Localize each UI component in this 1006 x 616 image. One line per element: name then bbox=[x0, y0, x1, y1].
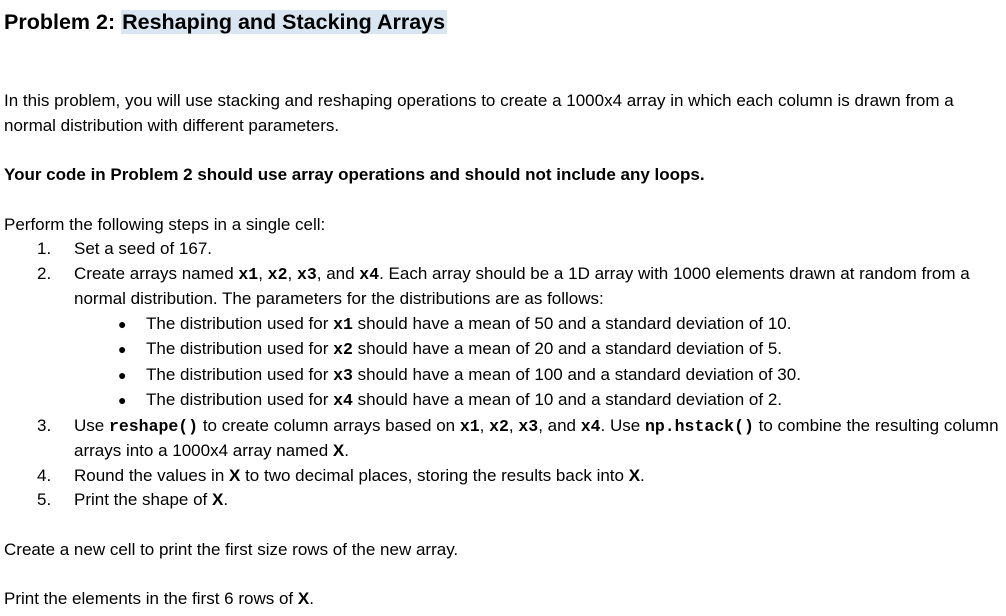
instruction-text: Print the elements in the first 6 rows of bbox=[4, 589, 298, 608]
bullet-text: should have a mean of 20 and a standard deviation of 5. bbox=[352, 339, 783, 358]
step-text: , bbox=[258, 263, 268, 283]
var-x1: x1 bbox=[238, 264, 259, 284]
bullet-text: The distribution used for bbox=[146, 390, 334, 409]
steps-lead: Perform the following steps in a single cell: bbox=[4, 214, 326, 234]
no-loops-rule: Your code in Problem 2 should use array operations and should not include any loops. bbox=[4, 165, 705, 184]
step-text: to combine the resulting column arrays into a 1000x4 array named bbox=[74, 415, 999, 460]
code-hstack: np.hstack() bbox=[644, 416, 754, 436]
var-x3: x3 bbox=[518, 416, 539, 436]
bullet-dot-icon: ● bbox=[118, 315, 127, 332]
steps-list bbox=[4, 237, 999, 513]
step-1 bbox=[4, 237, 999, 262]
step-text: to two decimal places, storing the results back into bbox=[240, 465, 629, 485]
bullet-text: should have a mean of 50 and a standard deviation of 10. bbox=[352, 313, 792, 333]
step-3 bbox=[4, 414, 999, 464]
print-rows-instruction bbox=[4, 587, 999, 612]
step-5 bbox=[4, 488, 999, 513]
var-x2: x2 bbox=[333, 340, 353, 359]
bullet-dot-icon: ● bbox=[118, 392, 127, 408]
bullet-item bbox=[74, 388, 999, 414]
step-text: . Each array should be a 1D array with 1000 elements drawn at random from a normal distribution. The parameters for the distributions are as follows: bbox=[74, 263, 970, 308]
step-text: . bbox=[640, 465, 645, 485]
step-text: Use bbox=[74, 415, 109, 435]
var-x3: x3 bbox=[296, 264, 317, 284]
bullet-text: The distribution used for bbox=[146, 339, 334, 358]
var-X: X bbox=[229, 465, 241, 485]
step-number: 3. bbox=[37, 415, 52, 435]
var-X: X bbox=[332, 441, 345, 460]
intro-paragraph: In this problem, you will use stacking and reshaping operations to create a 1000x4 array in which each column is drawn from a normal distribution with different parameters. bbox=[4, 91, 954, 135]
bullet-item bbox=[74, 337, 999, 363]
step-text: . Use bbox=[600, 415, 645, 435]
document-page bbox=[4, 6, 999, 612]
step-text: . bbox=[344, 441, 349, 460]
step-4 bbox=[4, 464, 999, 489]
step-text: . bbox=[223, 490, 229, 509]
var-x4: x4 bbox=[580, 416, 601, 436]
new-cell-instruction: Create a new cell to print the first size rows of the new array. bbox=[4, 539, 459, 559]
code-reshape: reshape() bbox=[108, 416, 199, 436]
var-x1: x1 bbox=[459, 416, 480, 436]
bullet-text: should have a mean of 100 and a standard deviation of 30. bbox=[352, 364, 801, 384]
step-text: , bbox=[508, 415, 519, 435]
heading-prefix: Problem 2: bbox=[4, 10, 122, 34]
bullet-text: should have a mean of 10 and a standard deviation of 2. bbox=[352, 390, 783, 409]
bullet-text: The distribution used for bbox=[146, 313, 334, 333]
var-x1: x1 bbox=[333, 314, 353, 334]
distribution-bullets bbox=[74, 312, 999, 414]
step-text: Round the values in bbox=[74, 465, 229, 485]
var-X: X bbox=[297, 589, 310, 608]
var-x2: x2 bbox=[267, 264, 288, 284]
step-number: 2. bbox=[37, 263, 52, 283]
step-text: to create column arrays based on bbox=[198, 415, 460, 435]
bullet-item bbox=[74, 312, 999, 338]
var-x2: x2 bbox=[489, 416, 509, 436]
heading-title: Reshaping and Stacking Arrays bbox=[122, 10, 446, 34]
var-X: X bbox=[628, 465, 641, 485]
step-number: 5. bbox=[37, 490, 52, 509]
var-X: X bbox=[211, 490, 224, 509]
step-text: , bbox=[479, 415, 490, 435]
step-number: 1. bbox=[37, 239, 52, 258]
bullet-dot-icon: ● bbox=[118, 341, 127, 357]
step-text: , bbox=[287, 263, 297, 283]
step-number: 4. bbox=[37, 465, 52, 485]
bullet-text: The distribution used for bbox=[146, 364, 334, 384]
step-text: , and bbox=[538, 415, 581, 435]
problem-heading bbox=[4, 6, 999, 38]
step-text: Print the shape of bbox=[74, 490, 212, 509]
step-2 bbox=[4, 262, 999, 414]
var-x4: x4 bbox=[359, 264, 380, 284]
step-text: , and bbox=[316, 263, 360, 283]
step-text: Set a seed of 167. bbox=[74, 239, 212, 258]
bullet-dot-icon: ● bbox=[118, 366, 127, 383]
var-x4: x4 bbox=[333, 391, 353, 410]
step-text: Create arrays named bbox=[74, 263, 239, 283]
var-x3: x3 bbox=[333, 365, 353, 385]
bullet-item bbox=[74, 363, 999, 389]
instruction-text: . bbox=[309, 589, 314, 608]
